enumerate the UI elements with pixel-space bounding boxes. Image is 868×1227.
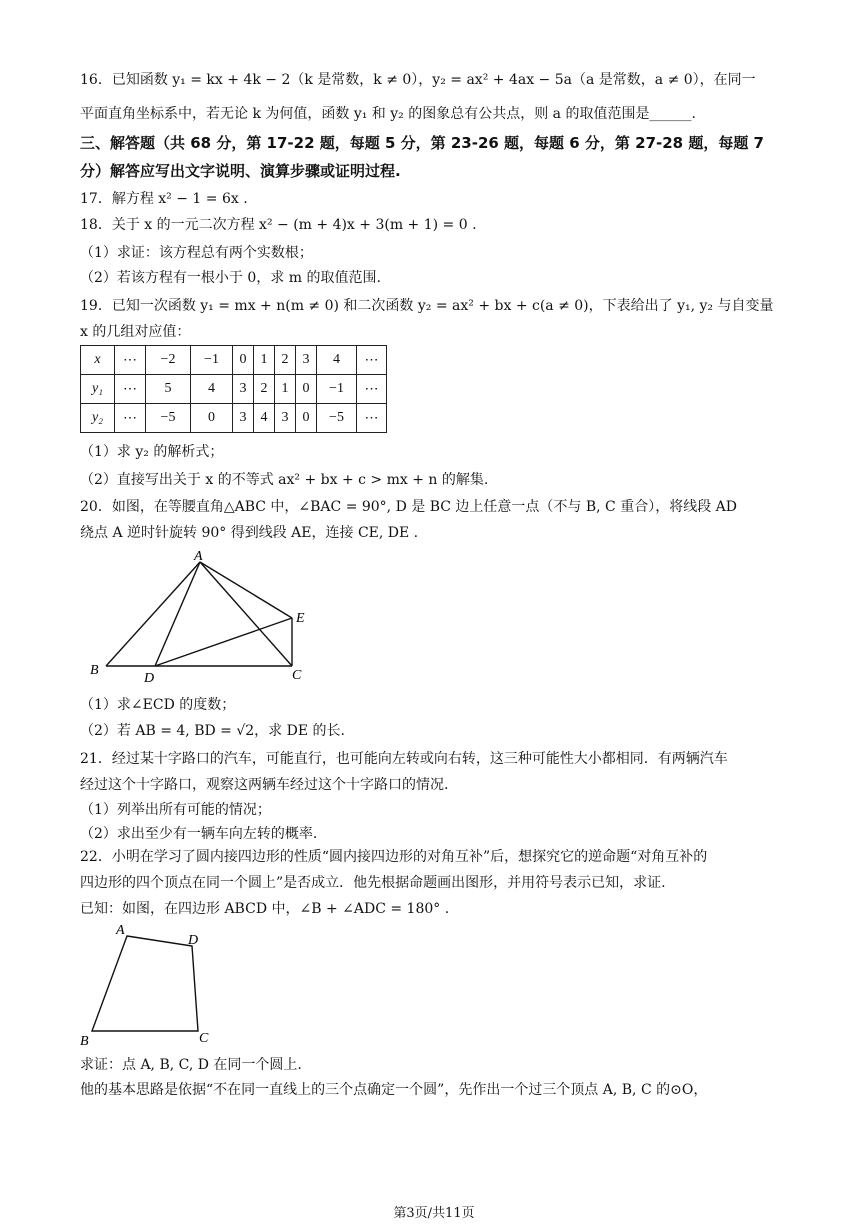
table-cell: 2	[254, 375, 275, 404]
point-label-a: A	[116, 923, 125, 938]
table-cell: 0	[296, 375, 317, 404]
table-cell: ⋯	[115, 346, 146, 375]
table-cell: ⋯	[357, 375, 387, 404]
q20-figure	[80, 548, 340, 688]
point-label-b: B	[80, 1034, 89, 1048]
point-label-e: E	[296, 611, 305, 626]
q21-part1: （1）列举出所有可能的情况；	[80, 802, 271, 818]
q19-part2: （2）直接写出关于 x 的不等式 ax² + bx + c > mx + n 的解集.	[80, 472, 489, 488]
table-cell: ⋯	[115, 375, 146, 404]
q18-part2: （2）若该方程有一根小于 0，求 m 的取值范围.	[80, 270, 381, 286]
q19-line1: 19．已知一次函数 y₁ = mx + n(m ≠ 0) 和二次函数 y₂ = ax² + bx + c(a ≠ 0)，下表给出了 y₁, y₂ 与自变量	[80, 298, 774, 314]
segment-ad	[155, 562, 200, 666]
table-cell: ⋯	[357, 346, 387, 375]
point-label-a: A	[194, 549, 203, 564]
q18: 18．关于 x 的一元二次方程 x² − (m + 4)x + 3(m + 1) = 0 .	[80, 217, 477, 233]
q22-figure	[78, 918, 228, 1048]
table-cell: 3	[233, 404, 254, 433]
table-cell: 0	[191, 404, 233, 433]
q20-line2: 绕点 A 逆时针旋转 90° 得到线段 AE，连接 CE, DE .	[80, 525, 419, 541]
section3-heading-line2: 分）解答应写出文字说明、演算步骤或证明过程.	[80, 162, 401, 180]
table-row	[81, 346, 387, 375]
table-cell: y₂	[81, 404, 115, 433]
q19-line2: x 的几组对应值：	[80, 324, 191, 340]
q22-given: 已知：如图，在四边形 ABCD 中，∠B + ∠ADC = 180° .	[80, 901, 450, 917]
q20-line1: 20．如图，在等腰直角△ABC 中，∠BAC = 90°, D 是 BC 边上任意一点（不与 B, C 重合），将线段 AD	[80, 499, 738, 515]
q17: 17．解方程 x² − 1 = 6x .	[80, 191, 248, 207]
q22-idea: 他的基本思路是依据“不在同一直线上的三个点确定一个圆”，先作出一个过三个顶点 A, B, C 的⊙O，	[80, 1082, 708, 1098]
q21-line2: 经过这个十字路口，观察这两辆车经过这个十字路口的情况.	[80, 777, 449, 793]
q22-line1: 22．小明在学习了圆内接四边形的性质“圆内接四边形的对角互补”后，想探究它的逆命题“对角互补的	[80, 849, 708, 865]
table-cell: 3	[296, 346, 317, 375]
section3-heading-line1: 三、解答题（共 68 分，第 17-22 题，每题 5 分，第 23-26 题，每题 6 分，第 27-28 题，每题 7	[80, 134, 764, 152]
segment-ac	[200, 562, 292, 666]
table-cell: 3	[233, 375, 254, 404]
table-cell: −1	[191, 346, 233, 375]
table-cell: 5	[146, 375, 191, 404]
table-cell: ⋯	[115, 404, 146, 433]
q16-line1: 16．已知函数 y₁ = kx + 4k − 2（k 是常数，k ≠ 0），y₂ = ax² + 4ax − 5a（a 是常数，a ≠ 0），在同一	[80, 72, 756, 88]
table-cell: x	[81, 346, 115, 375]
q21-part2: （2）求出至少有一辆车向左转的概率.	[80, 826, 318, 842]
page-number: 第3页/共11页	[393, 1206, 475, 1221]
point-label-b: B	[90, 663, 99, 678]
q22-prove: 求证：点 A, B, C, D 在同一个圆上.	[80, 1057, 302, 1073]
point-label-c: C	[199, 1031, 209, 1046]
segment-ae	[200, 562, 292, 618]
table-cell: y₁	[81, 375, 115, 404]
q21-line1: 21．经过某十字路口的汽车，可能直行，也可能向左转或向右转，这三种可能性大小都相同．有两辆汽车	[80, 751, 728, 767]
table-row	[81, 375, 387, 404]
quadrilateral-abcd	[92, 936, 198, 1031]
table-cell: −1	[317, 375, 357, 404]
table-cell: 0	[296, 404, 317, 433]
point-label-c: C	[292, 668, 302, 683]
q22-line2: 四边形的四个顶点在同一个圆上”是否成立．他先根据命题画出图形，并用符号表示已知，求证.	[80, 875, 666, 891]
point-label-d: D	[188, 933, 199, 948]
table-cell: 4	[254, 404, 275, 433]
table-cell: 1	[254, 346, 275, 375]
table-cell: −5	[146, 404, 191, 433]
table-cell: −5	[317, 404, 357, 433]
q20-part1: （1）求∠ECD 的度数；	[80, 697, 236, 713]
q20-part2: （2）若 AB = 4, BD = √2，求 DE 的长.	[80, 723, 345, 739]
q19-part1: （1）求 y₂ 的解析式；	[80, 444, 224, 460]
segment-ab	[106, 562, 200, 666]
q19-value-table	[80, 345, 387, 433]
table-cell: ⋯	[357, 404, 387, 433]
table-cell: 4	[317, 346, 357, 375]
table-cell: 3	[275, 404, 296, 433]
point-label-d: D	[144, 671, 155, 686]
table-cell: 4	[191, 375, 233, 404]
table-cell: −2	[146, 346, 191, 375]
table-cell: 0	[233, 346, 254, 375]
table-cell: 2	[275, 346, 296, 375]
q16-line2: 平面直角坐标系中，若无论 k 为何值，函数 y₁ 和 y₂ 的图象总有公共点，则 a 的取值范围是______.	[80, 106, 696, 122]
q18-part1: （1）求证：该方程总有两个实数根；	[80, 245, 313, 261]
table-row	[81, 404, 387, 433]
table-cell: 1	[275, 375, 296, 404]
